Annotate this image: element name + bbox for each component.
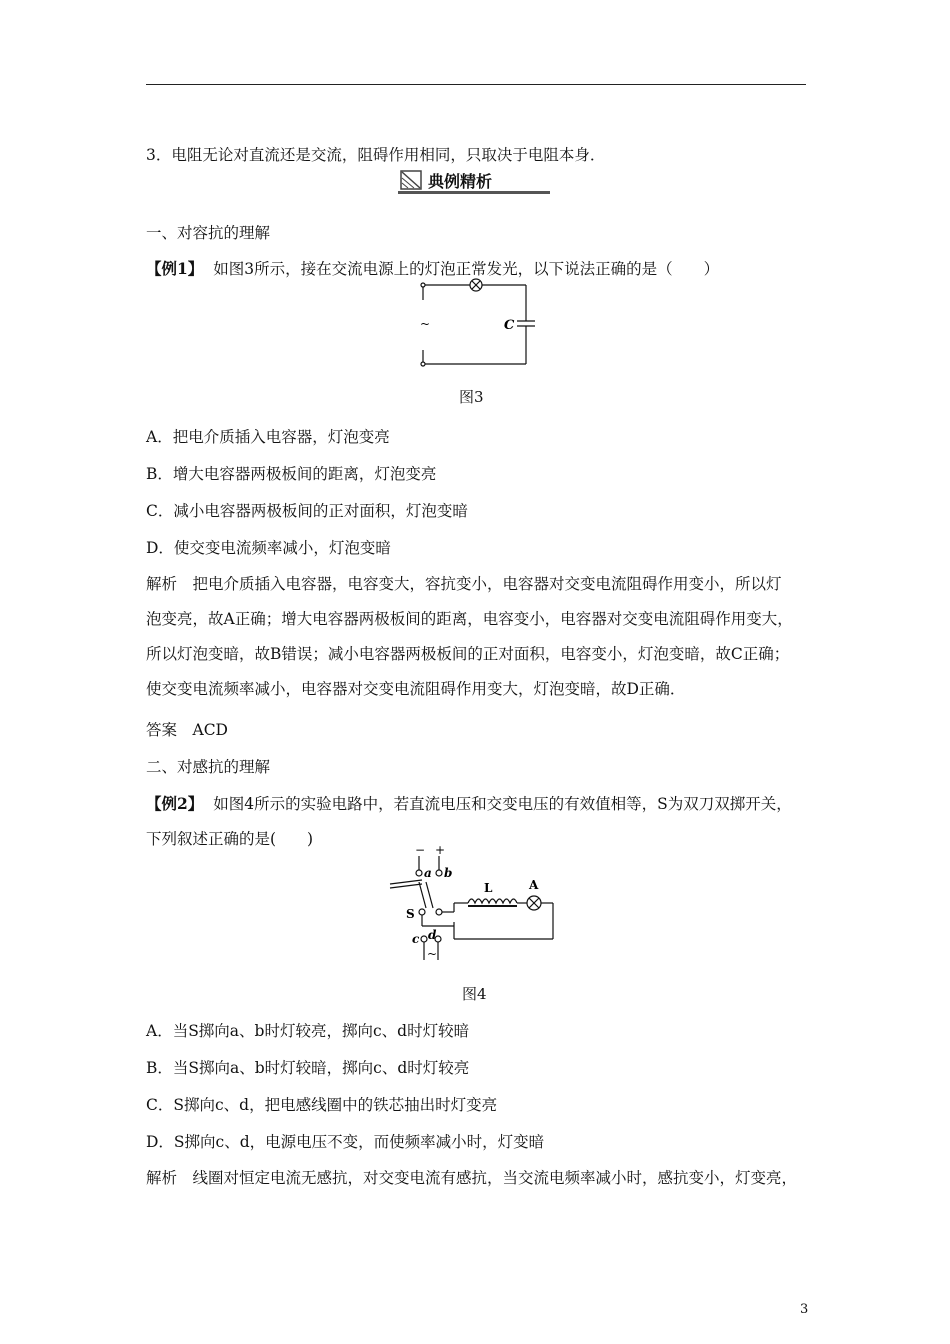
example-1-tag: 【例1】 [146,259,204,278]
figure-4-switch-pivot-1 [419,909,425,915]
example-1-analysis-line: 解析 把电介质插入电容器，电容变大，容抗变小，电容器对交变电流阻碍作用变小，所以灯 [146,575,782,593]
section-underline [398,191,550,194]
figure-4-caption: 图4 [462,985,487,1003]
example-1-option-d: D．使交变电流频率减小，灯泡变暗 [146,539,391,557]
figure-4-inductor [468,899,517,903]
example-2-question-line2: 下列叙述正确的是( ) [146,830,314,848]
figure-4-terminal-b [436,870,442,876]
figure-3-circuit [412,278,542,370]
figure-4-c-label: c [412,932,420,946]
example-1-analysis-line: 所以灯泡变暗，故B错误；减小电容器两极板间的正对面积，电容变小，灯泡变暗，故C正确； [146,645,790,663]
figure-4-d-label: d [428,928,437,942]
figure-4-terminal-c [421,936,427,942]
example-1-answer: 答案 ACD [146,721,228,739]
figure-4-switch-blade [390,880,422,884]
figure-3-caption: 图3 [459,388,484,406]
page-number: 3 [800,1302,809,1317]
figure-4-circuit [376,842,566,970]
figure-4-terminal-a [416,870,422,876]
figure-4-inductor-label: L [484,881,493,895]
figure-4-a-label: a [424,866,432,880]
point-3: 3．电阻无论对直流还是交流，阻碍作用相同，只取决于电阻本身． [146,146,606,164]
figure-3-terminal-top [421,283,425,287]
figure-4-ac-label: ~ [427,947,438,961]
example-1-option-c: C．减小电容器两极板间的正对面积，灯泡变暗 [146,502,468,520]
part1-title: 一、对容抗的理解 [146,224,271,242]
figure-4-switch-pivot-2 [436,909,442,915]
figure-3-capacitor-label: C [504,318,515,333]
figure-4-switch-label: S [406,907,415,921]
example-2-option-c: C．S掷向c、d，把电感线圈中的铁芯抽出时灯变亮 [146,1096,498,1114]
figure-3-ac-label: ~ [420,317,431,331]
figure-4-plus-label: + [435,843,446,857]
example-1-analysis-line: 泡变亮，故A正确；增大电容器两极板间的距离，电容变小，电容器对交变电流阻碍作用变大， [146,610,793,628]
section-heading [398,168,550,194]
example-1-analysis-line: 使交变电流频率减小，电容器对交变电流阻碍作用变大，灯泡变暗，故D正确． [146,680,686,698]
figure-4-minus-label: − [415,843,426,857]
example-1-text: 如图3所示，接在交流电源上的灯泡正常发光，以下说法正确的是（ ） [213,260,720,278]
example-1-option-a: A．把电介质插入电容器，灯泡变亮 [146,428,390,446]
example-2-text: 如图4所示的实验电路中，若直流电压和交变电压的有效值相等，S为双刀双掷开关， [213,795,792,813]
example-2-tag: 【例2】 [146,794,204,813]
figure-4-lamp-label: A [529,878,539,892]
example-1-option-b: B．增大电容器两极板间的距离，灯泡变亮 [146,465,437,483]
figure-3-terminal-bottom [421,362,425,366]
example-2-question-line1 [146,792,792,814]
section-heading-icon [400,170,422,190]
figure-4-b-label: b [444,866,453,880]
part2-title: 二、对感抗的理解 [146,758,271,776]
example-2-analysis-line: 解析 线圈对恒定电流无感抗，对交变电流有感抗，当交流电频率减小时，感抗变小，灯变亮， [146,1169,798,1187]
header-rule [146,84,806,85]
example-1-question [146,257,719,279]
section-title: 典例精析 [428,172,493,191]
example-2-option-a: A．当S掷向a、b时灯较亮，掷向c、d时灯较暗 [146,1022,470,1040]
example-2-option-b: B．当S掷向a、b时灯较暗，掷向c、d时灯较亮 [146,1059,470,1077]
example-2-option-d: D．S掷向c、d，电源电压不变，而使频率减小时，灯变暗 [146,1133,545,1151]
